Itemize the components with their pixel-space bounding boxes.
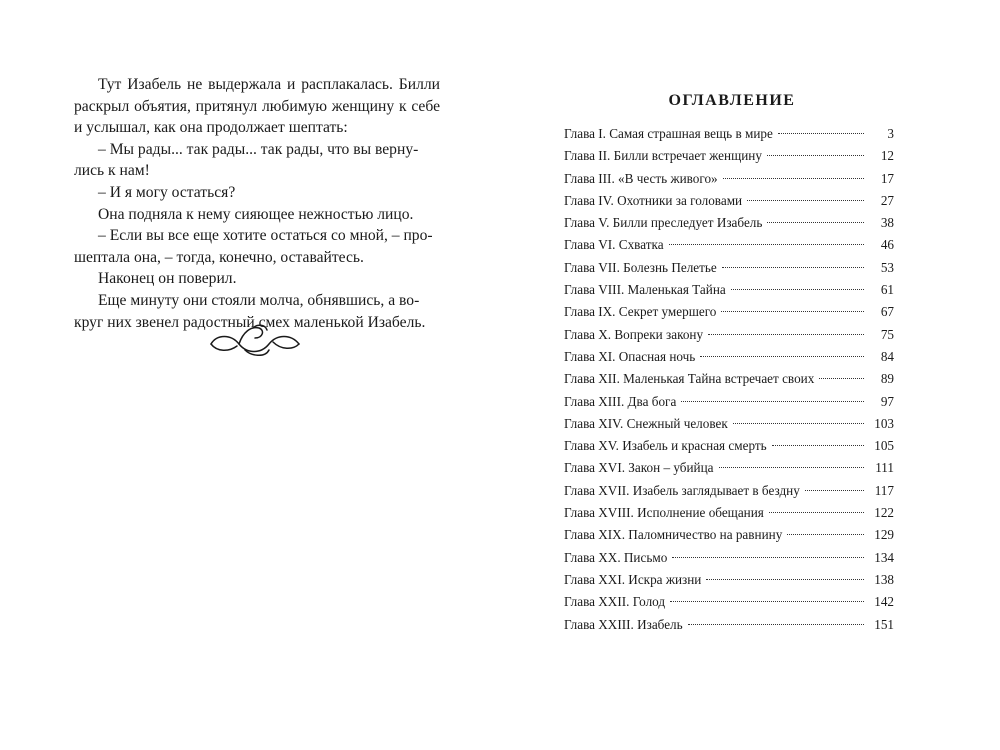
toc-leader-dots <box>719 467 865 468</box>
toc-entry-title: Глава III. «В честь живого» <box>564 170 718 186</box>
toc-entry <box>564 145 894 167</box>
toc-leader-dots <box>805 490 864 491</box>
toc-entry-page: 3 <box>887 126 894 141</box>
toc-entry-title: Глава XIII. Два бога <box>564 393 677 409</box>
toc-entry-page: 17 <box>880 170 894 186</box>
toc-entry-page: 97 <box>880 393 894 409</box>
toc-leader-dots <box>706 579 864 580</box>
paragraph: Она подняла к нему сияющее нежностью лицо. <box>98 205 414 223</box>
toc-entry-page: 46 <box>880 237 894 253</box>
toc-entry <box>564 346 894 368</box>
toc-leader-dots <box>681 401 864 402</box>
toc-entry-title: Глава XII. Маленькая Тайна встречает своих <box>564 371 815 387</box>
toc-entry <box>564 168 894 190</box>
toc-entry <box>564 480 894 502</box>
toc-entry <box>564 435 894 457</box>
left-page <box>74 74 440 333</box>
toc-entry <box>564 324 894 346</box>
toc-entry <box>564 212 894 234</box>
toc-entry-title: Глава XX. Письмо <box>564 549 668 565</box>
toc-entry-page: 138 <box>874 571 894 587</box>
toc-leader-dots <box>767 155 864 156</box>
toc-leader-dots <box>772 445 864 446</box>
toc-leader-dots <box>731 289 864 290</box>
toc-entry-title: Глава XV. Изабель и красная смерть <box>564 438 767 454</box>
toc-leader-dots <box>708 334 864 335</box>
toc-leader-dots <box>747 200 864 201</box>
toc-leader-dots <box>688 624 864 625</box>
paragraph: – Мы рады... так рады... так рады, что вы верну- лись к нам! <box>74 140 419 180</box>
toc-entry-page: 67 <box>880 304 894 320</box>
toc-entry-title: Глава VIII. Маленькая Тайна <box>564 282 726 298</box>
toc-entry-title: Глава XXI. Искра жизни <box>564 571 702 587</box>
toc-entry-title: Глава VII. Болезнь Пелетье <box>564 259 717 275</box>
toc-entry-title: Глава II. Билли встречает женщину <box>564 148 762 164</box>
toc-entry <box>564 524 894 546</box>
toc-entry-title: Глава IV. Охотники за головами <box>564 192 743 208</box>
toc-entry-title: Глава X. Вопреки закону <box>564 326 704 342</box>
toc-entry-page: 134 <box>874 549 894 565</box>
toc-entry <box>564 569 894 591</box>
toc-entry <box>564 457 894 479</box>
toc-entry <box>564 301 894 323</box>
toc-entry <box>564 368 894 390</box>
toc-entry-title: Глава V. Билли преследует Изабель <box>564 215 763 231</box>
toc-leader-dots <box>669 244 864 245</box>
right-page <box>564 92 894 636</box>
toc-entry-title: Глава XI. Опасная ночь <box>564 348 696 364</box>
paragraph: Тут Изабель не выдержала и расплакалась. Билли раскрыл объятия, притянул любимую женщину к себе и услышал, как она продолжает шептать: <box>74 76 440 137</box>
toc-entry-page: 103 <box>874 415 894 431</box>
toc-leader-dots <box>769 512 864 513</box>
toc-list <box>564 123 894 636</box>
toc-entry-page: 111 <box>875 460 894 476</box>
toc-entry <box>564 413 894 435</box>
toc-entry-title: Глава XVII. Изабель заглядывает в бездну <box>564 482 800 498</box>
paragraph: Еще минуту они стояли молча, обнявшись, а во- круг них звенел радостный смех маленькой Изабель. <box>74 291 426 331</box>
toc-entry-title: Глава XIX. Паломничество на равнину <box>564 527 783 543</box>
toc-leader-dots <box>787 534 864 535</box>
paragraph: – И я могу остаться? <box>98 183 236 201</box>
toc-leader-dots <box>723 178 864 179</box>
toc-entry-page: 84 <box>880 348 894 364</box>
toc-entry <box>564 614 894 636</box>
toc-entry-page: 89 <box>880 371 894 387</box>
toc-entry-title: Глава XIV. Снежный человек <box>564 415 728 431</box>
toc-entry-page: 142 <box>874 594 894 610</box>
toc-leader-dots <box>670 601 864 602</box>
toc-entry <box>564 234 894 256</box>
toc-title: ОГЛАВЛЕНИЕ <box>668 92 796 109</box>
toc-entry-title: Глава VI. Схватка <box>564 237 664 253</box>
toc-leader-dots <box>721 311 864 312</box>
toc-entry-page: 75 <box>880 326 894 342</box>
toc-entry-page: 129 <box>874 527 894 543</box>
toc-leader-dots <box>819 378 864 379</box>
toc-entry-page: 105 <box>874 438 894 454</box>
toc-leader-dots <box>767 222 864 223</box>
toc-entry-page: 27 <box>880 192 894 208</box>
toc-entry-title: Глава XVI. Закон – убийца <box>564 460 714 476</box>
toc-leader-dots <box>672 557 864 558</box>
toc-leader-dots <box>778 133 864 134</box>
toc-entry-title: Глава XXII. Голод <box>564 594 666 610</box>
toc-entry-title: Глава XXIII. Изабель <box>564 616 683 632</box>
toc-entry <box>564 591 894 613</box>
flourish-ornament-icon <box>209 322 301 362</box>
toc-entry-title: Глава IX. Секрет умершего <box>564 304 717 320</box>
toc-entry <box>564 502 894 524</box>
toc-entry <box>564 123 894 145</box>
paragraph: – Если вы все еще хотите остаться со мной, – про- шептала она, – тогда, конечно, оставайтесь. <box>74 227 433 266</box>
toc-entry <box>564 190 894 212</box>
toc-entry-page: 117 <box>874 482 894 498</box>
toc-entry <box>564 547 894 569</box>
toc-entry-page: 61 <box>880 282 894 298</box>
paragraph: Наконец он поверил. <box>98 270 237 288</box>
toc-entry-title: Глава XVIII. Исполнение обещания <box>564 505 764 521</box>
toc-leader-dots <box>700 356 864 357</box>
toc-entry-page: 12 <box>880 148 894 164</box>
toc-entry-page: 122 <box>874 505 894 521</box>
toc-entry-title: Глава I. Самая страшная вещь в мире <box>564 126 773 141</box>
toc-entry <box>564 391 894 413</box>
toc-leader-dots <box>733 423 864 424</box>
toc-entry-page: 53 <box>880 259 894 275</box>
toc-entry-page: 38 <box>880 215 894 231</box>
toc-leader-dots <box>722 267 864 268</box>
toc-entry-page: 151 <box>874 616 894 632</box>
toc-entry <box>564 257 894 279</box>
toc-entry <box>564 279 894 301</box>
